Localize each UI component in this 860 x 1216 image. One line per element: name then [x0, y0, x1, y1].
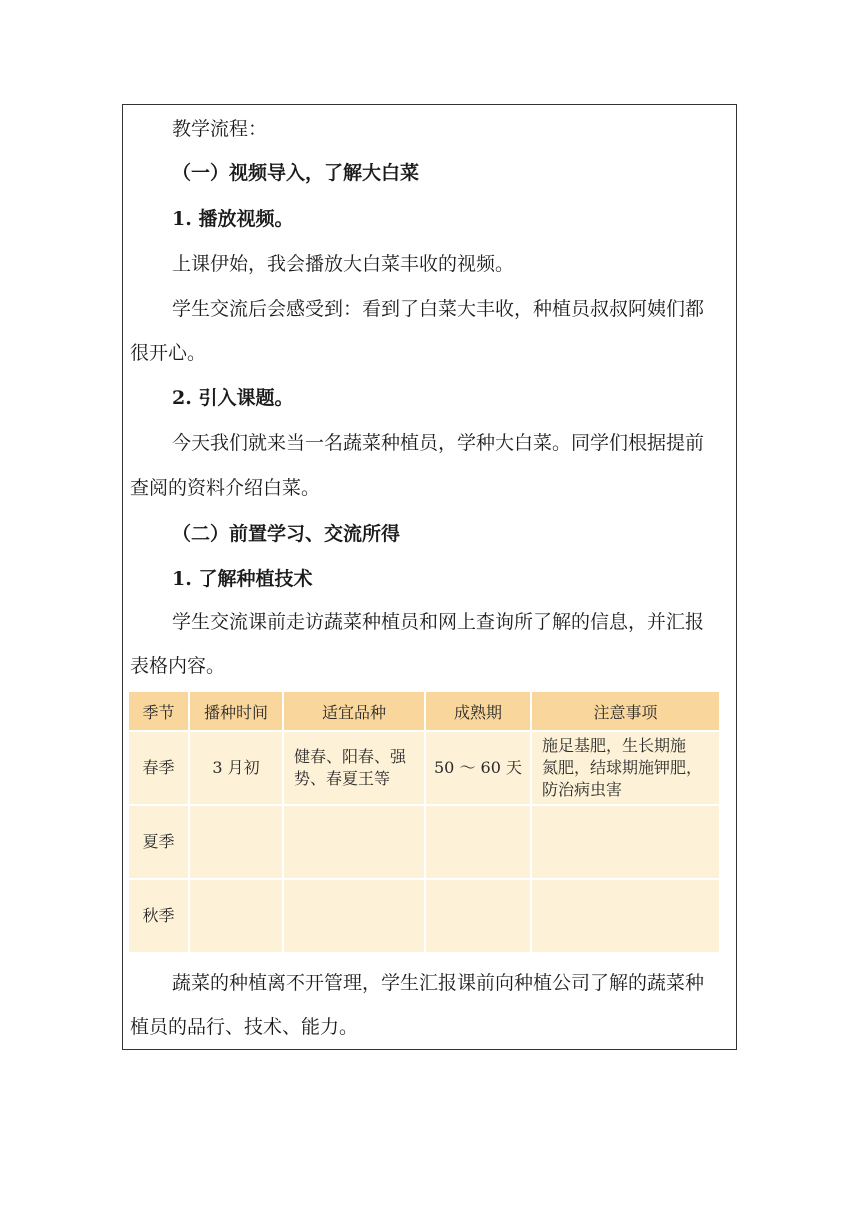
- header-sow-time: 播种时间: [189, 692, 283, 731]
- cell-maturity: 50 ～ 60 天: [425, 731, 531, 805]
- header-maturity: 成熟期: [425, 692, 531, 731]
- planting-info-table: [129, 692, 719, 954]
- part1-step2-text-line1: 今天我们就来当一名蔬菜种植员，学种大白菜。同学们根据提前: [172, 432, 705, 454]
- cell-notes-line3: 防治病虫害: [542, 780, 623, 799]
- cell-notes: [531, 805, 719, 879]
- cell-varieties: [283, 879, 425, 953]
- part1-step1-title: 1. 播放视频。: [172, 208, 294, 230]
- cell-varieties-line2: 势、春夏王等: [294, 769, 391, 788]
- part1-step2-title: 2. 引入课题。: [172, 387, 294, 409]
- cell-notes-line2: 氮肥，结球期施钾肥，: [542, 758, 703, 777]
- closing-line2: 植员的品行、技术、能力。: [130, 1016, 359, 1038]
- section-header: 教学流程：: [172, 118, 268, 140]
- part1-step1-text2-line1: 学生交流后会感受到：看到了白菜大丰收，种植员叔叔阿姨们都: [172, 298, 705, 320]
- part1-step2-text-line2: 查阅的资料介绍白菜。: [130, 477, 321, 499]
- cell-sow-time: [189, 879, 283, 953]
- header-season: 季节: [129, 692, 189, 731]
- table-row: [129, 879, 719, 953]
- part1-step1-text2-line2: 很开心。: [130, 342, 207, 364]
- cell-season: 夏季: [129, 805, 189, 879]
- cell-maturity: [425, 879, 531, 953]
- part2-title: （二）前置学习、交流所得: [172, 523, 401, 545]
- cell-season: 春季: [129, 731, 189, 805]
- cell-sow-time: [189, 805, 283, 879]
- part2-step1-text-line2: 表格内容。: [130, 655, 226, 677]
- table-row: [129, 805, 719, 879]
- cell-notes: [531, 879, 719, 953]
- cell-sow-time: 3 月初: [189, 731, 283, 805]
- cell-season: 秋季: [129, 879, 189, 953]
- part2-step1-title: 1. 了解种植技术: [172, 568, 313, 590]
- part1-step1-text: 上课伊始，我会播放大白菜丰收的视频。: [172, 253, 515, 275]
- cell-notes-line1: 施足基肥，生长期施: [542, 736, 687, 755]
- table-row: [129, 731, 719, 805]
- header-notes: 注意事项: [531, 692, 719, 731]
- part2-step1-text-line1: 学生交流课前走访蔬菜种植员和网上查询所了解的信息，并汇报: [172, 611, 705, 633]
- header-varieties: 适宜品种: [283, 692, 425, 731]
- cell-notes: [531, 731, 719, 805]
- closing-line1: 蔬菜的种植离不开管理，学生汇报课前向种植公司了解的蔬菜种: [172, 972, 705, 994]
- part1-title: （一）视频导入，了解大白菜: [172, 162, 420, 184]
- cell-maturity: [425, 805, 531, 879]
- table-header-row: [129, 692, 719, 731]
- cell-varieties-line1: 健春、阳春、强: [294, 747, 407, 766]
- cell-varieties: [283, 805, 425, 879]
- cell-varieties: [283, 731, 425, 805]
